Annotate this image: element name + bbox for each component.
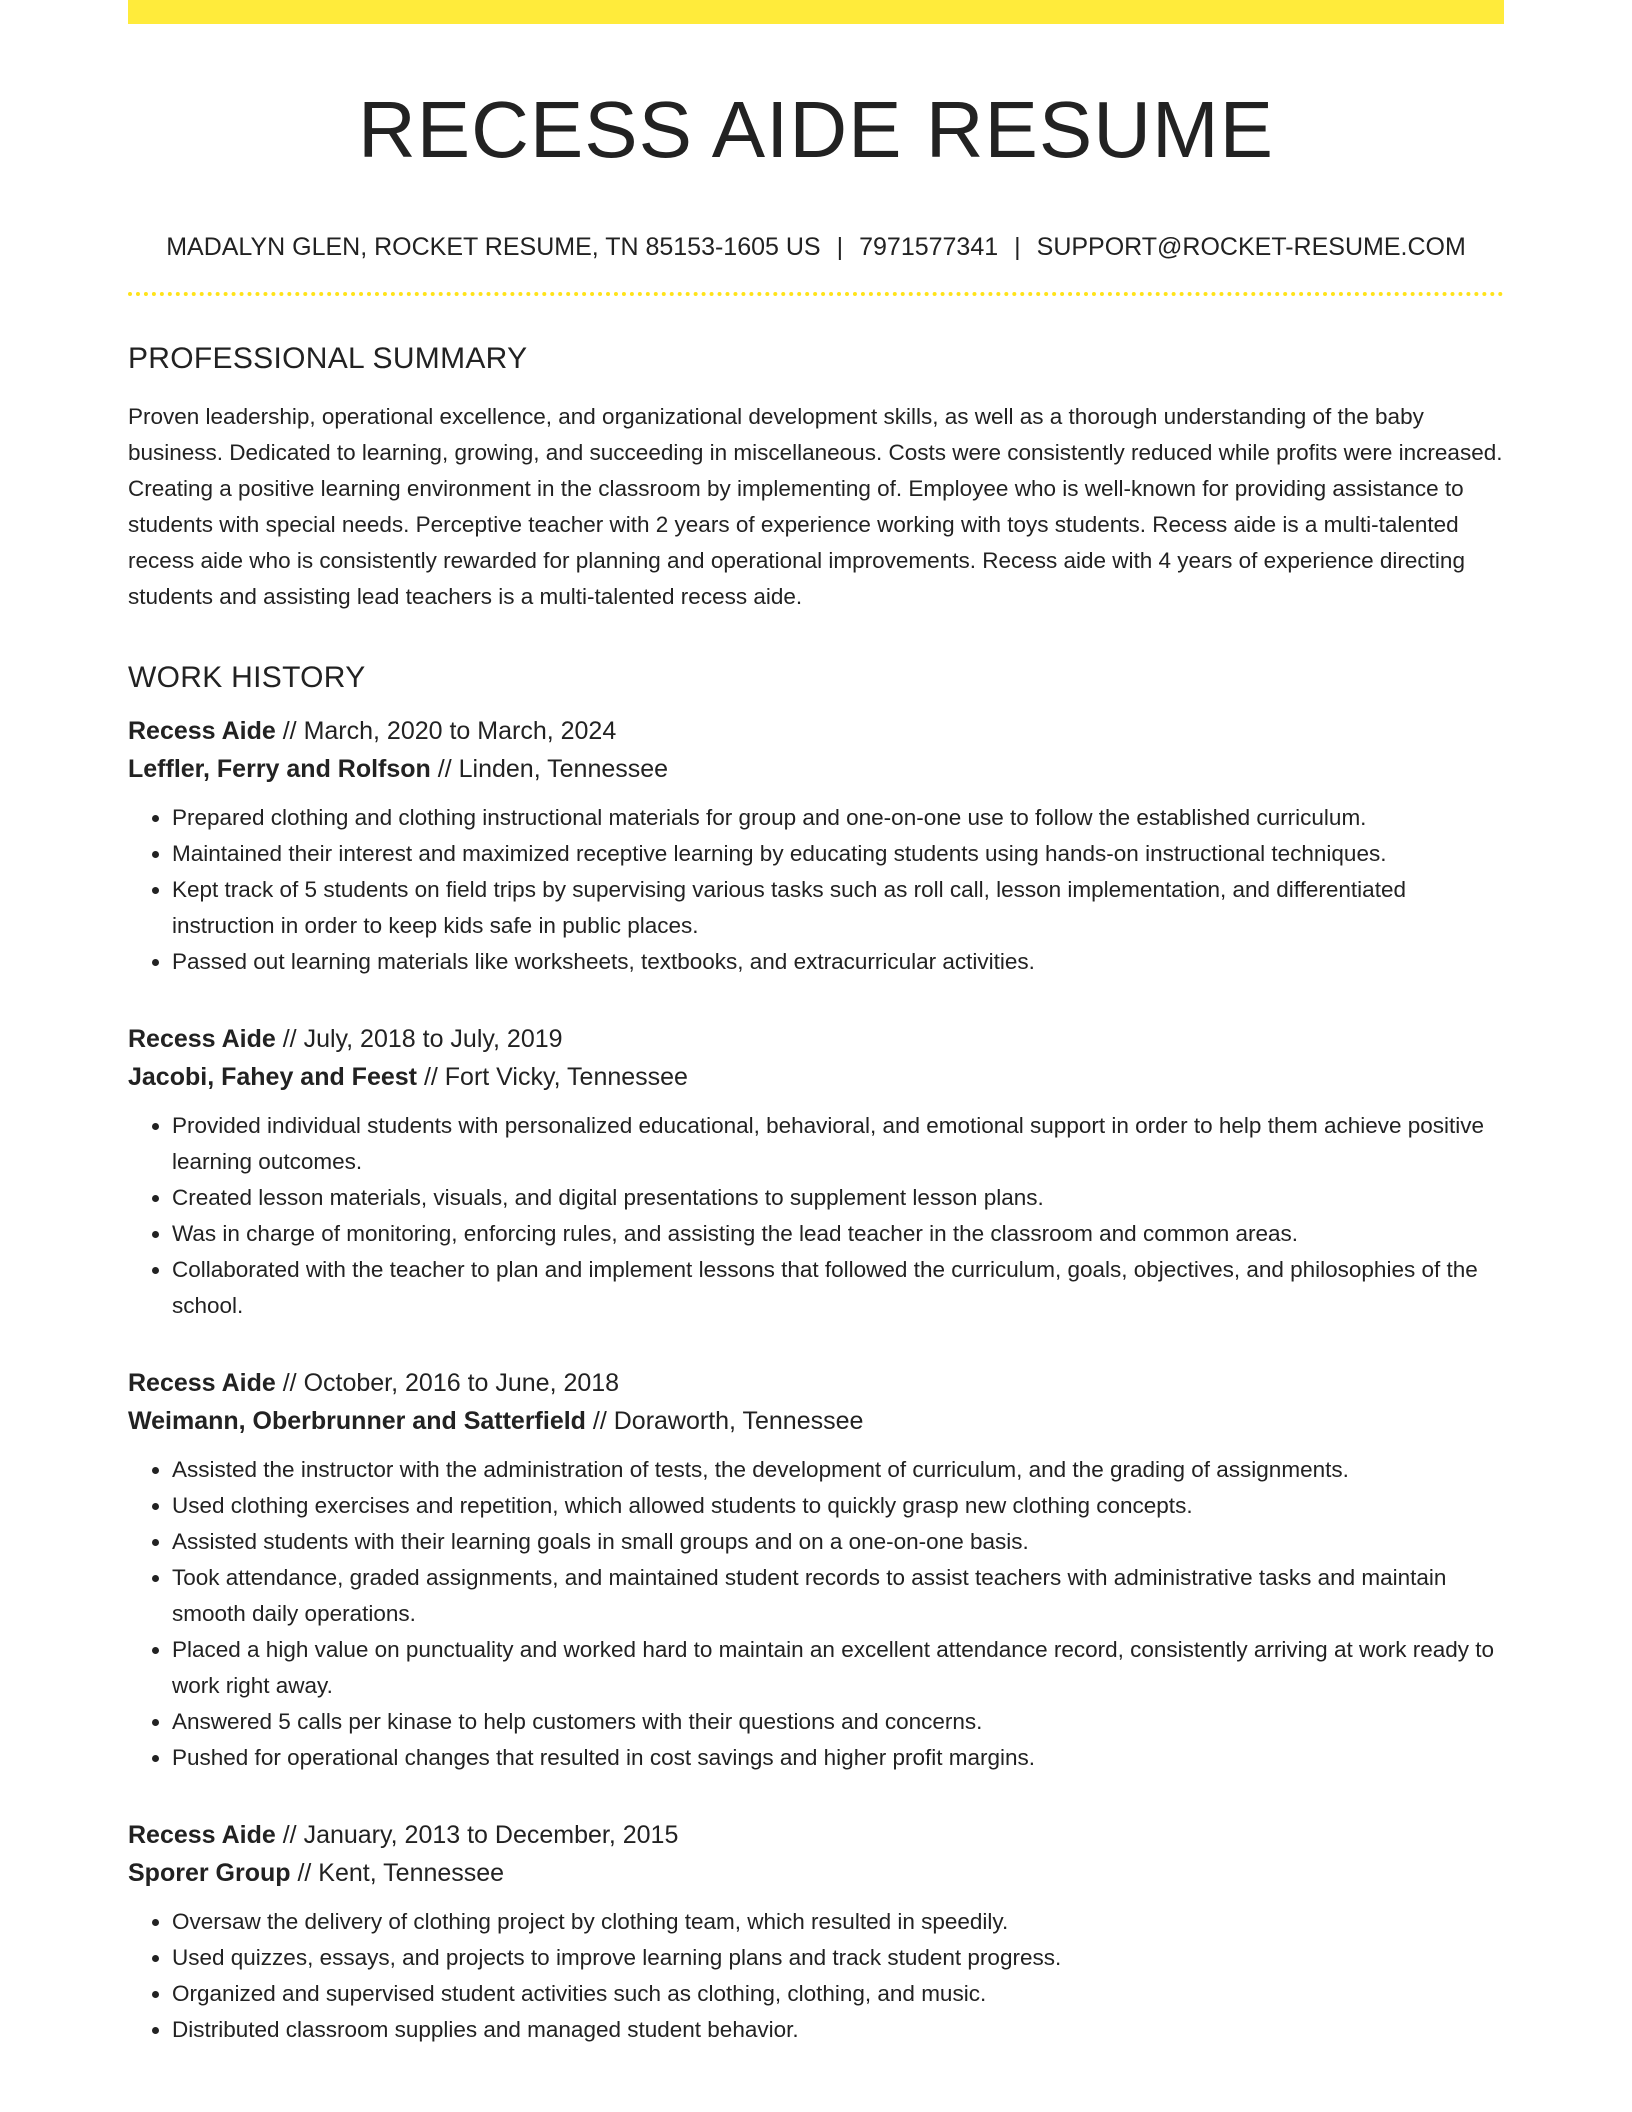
list-item: • Distributed classroom supplies and managed student behavior. bbox=[172, 2012, 1504, 2048]
list-item: • Maintained their interest and maximized receptive learning by educating students using hands-on instructional techniques. bbox=[172, 836, 1504, 872]
dotted-divider bbox=[128, 292, 1504, 296]
top-accent-bar bbox=[128, 0, 1504, 24]
contact-separator: | bbox=[836, 233, 844, 261]
contact-phone: 7971577341 bbox=[859, 233, 999, 261]
list-item: • Answered 5 calls per kinase to help customers with their questions and concerns. bbox=[172, 1704, 1504, 1740]
job-role: Recess Aide bbox=[128, 1025, 276, 1053]
job-role: Recess Aide bbox=[128, 1821, 276, 1849]
list-item: • Pushed for operational changes that resulted in cost savings and higher profit margins. bbox=[172, 1740, 1504, 1776]
job-company: Jacobi, Fahey and Feest bbox=[128, 1063, 417, 1091]
job-company-line bbox=[128, 1854, 1504, 1892]
job-title-line bbox=[128, 1364, 1504, 1402]
job-dates: // July, 2018 to July, 2019 bbox=[275, 1025, 563, 1053]
list-item: • Passed out learning materials like worksheets, textbooks, and extracurricular activities. bbox=[172, 944, 1504, 980]
resume-page bbox=[128, 0, 1504, 2048]
job-company-line bbox=[128, 1402, 1504, 1440]
job-entry bbox=[128, 1020, 1504, 1324]
job-company: Leffler, Ferry and Rolfson bbox=[128, 755, 431, 783]
contact-line bbox=[128, 232, 1504, 262]
page-title: RECESS AIDE RESUME bbox=[357, 85, 1274, 174]
job-entry bbox=[128, 712, 1504, 980]
job-dates: // October, 2016 to June, 2018 bbox=[275, 1369, 620, 1397]
list-item: • Took attendance, graded assignments, and maintained student records to assist teachers with administrative tasks and maintain smooth daily operations. bbox=[172, 1560, 1504, 1632]
job-company: Sporer Group bbox=[128, 1859, 291, 1887]
list-item: • Placed a high value on punctuality and worked hard to maintain an excellent attendance record, consistently arriving at work ready to work right away. bbox=[172, 1632, 1504, 1704]
list-item: • Assisted students with their learning goals in small groups and on a one-on-one basis. bbox=[172, 1524, 1504, 1560]
list-item: • Created lesson materials, visuals, and digital presentations to supplement lesson plans. bbox=[172, 1180, 1504, 1216]
contact-email: SUPPORT@ROCKET-RESUME.COM bbox=[1036, 233, 1466, 261]
job-duties-list bbox=[128, 1904, 1504, 2048]
summary-heading: PROFESSIONAL SUMMARY bbox=[128, 342, 528, 375]
work-history-list bbox=[128, 712, 1504, 2048]
job-entry bbox=[128, 1364, 1504, 1776]
list-item: • Assisted the instructor with the administration of tests, the development of curriculum, and the grading of assignments. bbox=[172, 1452, 1504, 1488]
job-company: Weimann, Oberbrunner and Satterfield bbox=[128, 1407, 586, 1435]
job-duties-list bbox=[128, 1452, 1504, 1776]
work-history-heading: WORK HISTORY bbox=[128, 661, 366, 694]
list-item: • Was in charge of monitoring, enforcing rules, and assisting the lead teacher in the classroom and common areas. bbox=[172, 1216, 1504, 1252]
list-item: • Used quizzes, essays, and projects to improve learning plans and track student progress. bbox=[172, 1940, 1504, 1976]
job-location: // Fort Vicky, Tennessee bbox=[417, 1063, 688, 1091]
job-duties-list bbox=[128, 1108, 1504, 1324]
job-duties-list bbox=[128, 800, 1504, 980]
job-title-line bbox=[128, 1020, 1504, 1058]
list-item: • Oversaw the delivery of clothing project by clothing team, which resulted in speedily. bbox=[172, 1904, 1504, 1940]
job-title-line bbox=[128, 712, 1504, 750]
contact-address: MADALYN GLEN, ROCKET RESUME, TN 85153-1605 US bbox=[166, 233, 821, 261]
job-company-line bbox=[128, 750, 1504, 788]
job-location: // Doraworth, Tennessee bbox=[585, 1407, 864, 1435]
list-item: • Kept track of 5 students on field trips by supervising various tasks such as roll call, lesson implementation, and differentiated instruction in order to keep kids safe in public places. bbox=[172, 872, 1504, 944]
job-role: Recess Aide bbox=[128, 1369, 276, 1397]
job-dates: // January, 2013 to December, 2015 bbox=[275, 1821, 679, 1849]
job-location: // Kent, Tennessee bbox=[290, 1859, 505, 1887]
job-entry bbox=[128, 1816, 1504, 2048]
job-role: Recess Aide bbox=[128, 717, 276, 745]
contact-separator: | bbox=[1014, 233, 1021, 261]
list-item: • Collaborated with the teacher to plan and implement lessons that followed the curriculum, goals, objectives, and philosophies of the school. bbox=[172, 1252, 1504, 1324]
job-dates: // March, 2020 to March, 2024 bbox=[275, 717, 617, 745]
list-item: • Used clothing exercises and repetition, which allowed students to quickly grasp new clothing concepts. bbox=[172, 1488, 1504, 1524]
job-location: // Linden, Tennessee bbox=[430, 755, 669, 783]
job-title-line bbox=[128, 1816, 1504, 1854]
list-item: • Provided individual students with personalized educational, behavioral, and emotional support in order to help them achieve positive learning outcomes. bbox=[172, 1108, 1504, 1180]
list-item: • Organized and supervised student activities such as clothing, clothing, and music. bbox=[172, 1976, 1504, 2012]
job-company-line bbox=[128, 1058, 1504, 1096]
summary-text: Proven leadership, operational excellence, and organizational development skills, as well as a thorough understanding of the baby business. Dedicated to learning, growing, and succeeding in miscellaneous. Costs were consistently reduced while profits were increased. Creating a positive learning environment in the classroom by implementing of. Employee who is well-known for providing assistance to students with special needs. Perceptive teacher with 2 years of experience working with toys students. Recess aide is a multi-talented recess aide who is consistently rewarded for planning and operational improvements. Recess aide with 4 years of experience directing students and assisting lead teachers is a multi-talented recess aide. bbox=[128, 404, 1503, 609]
list-item: • Prepared clothing and clothing instructional materials for group and one-on-one use to follow the established curriculum. bbox=[172, 800, 1504, 836]
